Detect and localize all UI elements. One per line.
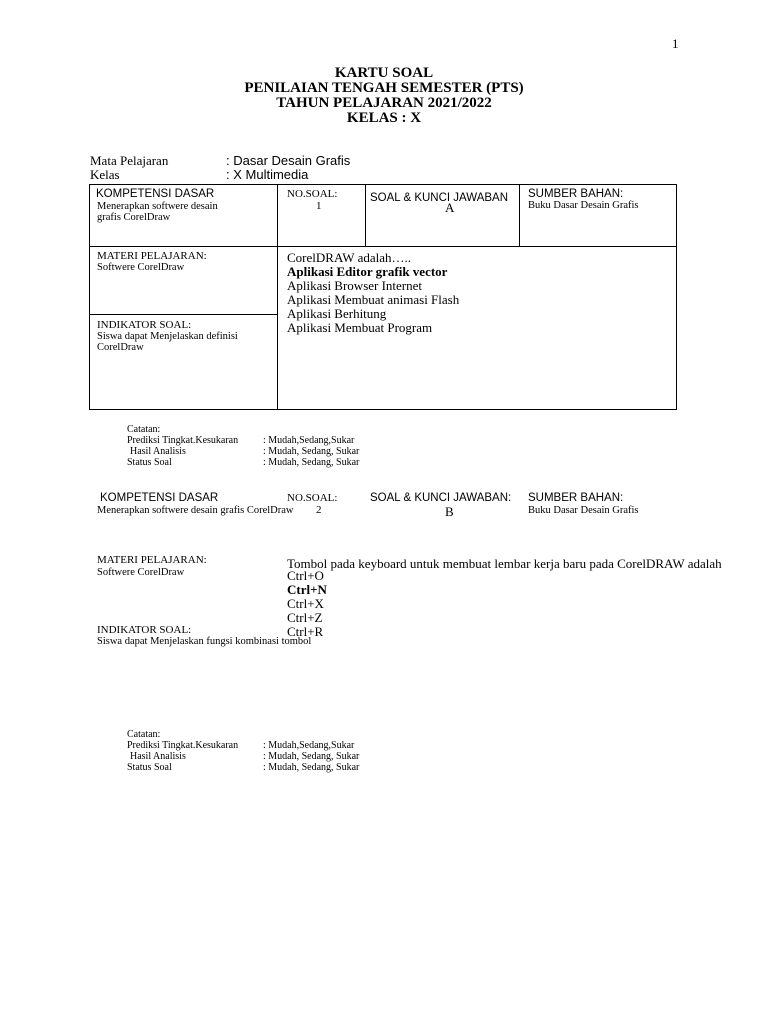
card-1-divider bbox=[365, 184, 366, 247]
notes-title: Catatan: bbox=[127, 729, 161, 740]
notes-value: : Mudah,Sedang,Sukar bbox=[263, 435, 355, 446]
indikator-text: Siswa dapat Menjelaskan fungsi kombinasi tombol bbox=[97, 636, 312, 647]
soal-label: SOAL & KUNCI JAWABAN: bbox=[370, 492, 512, 504]
option-e: Aplikasi Membuat Program bbox=[287, 320, 433, 335]
option-a: Aplikasi Editor grafik vector bbox=[287, 264, 448, 279]
notes-title: Catatan: bbox=[127, 424, 161, 435]
page-number: 1 bbox=[672, 36, 679, 51]
notes-value: : Mudah,Sedang,Sukar bbox=[263, 740, 355, 751]
question-text: CorelDRAW adalah….. bbox=[287, 250, 411, 265]
soal-label: SOAL & KUNCI JAWABAN bbox=[370, 192, 509, 204]
answer-key: B bbox=[445, 504, 454, 519]
option-d: Ctrl+Z bbox=[287, 610, 323, 625]
notes-label: Status Soal bbox=[127, 762, 172, 773]
title-line-2: PENILAIAN TENGAH SEMESTER (PTS) bbox=[244, 80, 524, 96]
question-text-cell bbox=[287, 555, 768, 573]
option-c: Aplikasi Membuat animasi Flash bbox=[287, 292, 460, 307]
kd-label: KOMPETENSI DASAR bbox=[100, 492, 219, 504]
title-line-4: KELAS : X bbox=[346, 110, 422, 126]
materi-label: MATERI PELAJARAN: bbox=[97, 554, 207, 566]
kd-label: KOMPETENSI DASAR bbox=[96, 188, 215, 200]
notes-label: Hasil Analisis bbox=[130, 751, 186, 762]
notes-value: : Mudah, Sedang, Sukar bbox=[263, 762, 360, 773]
indikator-text: Siswa dapat Menjelaskan definisi bbox=[97, 331, 238, 342]
materi-value: Softwere CorelDraw bbox=[97, 567, 185, 578]
kd-text: Menerapkan softwere desain grafis CorelDraw bbox=[97, 505, 294, 516]
sumber-value: Buku Dasar Desain Grafis bbox=[528, 200, 639, 211]
indikator-text: CorelDraw bbox=[97, 342, 144, 353]
notes-label: Prediksi Tingkat.Kesukaran bbox=[127, 740, 239, 751]
no-soal-label: NO.SOAL: bbox=[287, 188, 338, 200]
class-value: : X Multimedia bbox=[226, 167, 309, 182]
title-line-3: TAHUN PELAJARAN 2021/2022 bbox=[276, 95, 492, 111]
sumber-label: SUMBER BAHAN: bbox=[528, 492, 624, 504]
class-label: Kelas bbox=[90, 167, 120, 182]
card-1-divider bbox=[89, 314, 278, 315]
no-soal-value: 2 bbox=[316, 504, 322, 516]
option-c: Ctrl+X bbox=[287, 596, 324, 611]
subject-value: : Dasar Desain Grafis bbox=[226, 153, 351, 168]
kd-text: Menerapkan softwere desain bbox=[97, 201, 218, 212]
option-e: Ctrl+R bbox=[287, 624, 324, 639]
indikator-label: INDIKATOR SOAL: bbox=[97, 624, 192, 636]
card-1-divider bbox=[89, 246, 677, 247]
option-b: Ctrl+N bbox=[287, 582, 327, 597]
materi-label: MATERI PELAJARAN: bbox=[97, 250, 207, 262]
notes-label: Prediksi Tingkat.Kesukaran bbox=[127, 435, 239, 446]
notes-value: : Mudah, Sedang, Sukar bbox=[263, 751, 360, 762]
question-text: Tombol pada keyboard untuk membuat lembar kerja baru pada CorelDRAW adalah bbox=[287, 556, 722, 571]
notes-value: : Mudah, Sedang, Sukar bbox=[263, 457, 360, 468]
notes-label: Hasil Analisis bbox=[130, 446, 186, 457]
option-d: Aplikasi Berhitung bbox=[287, 306, 387, 321]
sumber-value: Buku Dasar Desain Grafis bbox=[528, 505, 639, 516]
option-b: Aplikasi Browser Internet bbox=[287, 278, 423, 293]
indikator-label: INDIKATOR SOAL: bbox=[97, 319, 192, 331]
answer-key: A bbox=[445, 200, 455, 215]
no-soal-label: NO.SOAL: bbox=[287, 492, 338, 504]
card-1-divider bbox=[519, 184, 520, 247]
notes-value: : Mudah, Sedang, Sukar bbox=[263, 446, 360, 457]
document-title bbox=[0, 66, 768, 126]
notes-label: Status Soal bbox=[127, 457, 172, 468]
materi-value: Softwere CorelDraw bbox=[97, 262, 185, 273]
card-1-divider bbox=[277, 184, 278, 410]
option-a: Ctrl+O bbox=[287, 568, 324, 583]
title-line-1: KARTU SOAL bbox=[334, 65, 434, 81]
soal-label-cell bbox=[370, 188, 518, 206]
kd-text: grafis CorelDraw bbox=[97, 212, 171, 223]
no-soal-value: 1 bbox=[316, 200, 322, 212]
sumber-label: SUMBER BAHAN: bbox=[528, 188, 624, 200]
subject-label: Mata Pelajaran bbox=[90, 153, 169, 168]
